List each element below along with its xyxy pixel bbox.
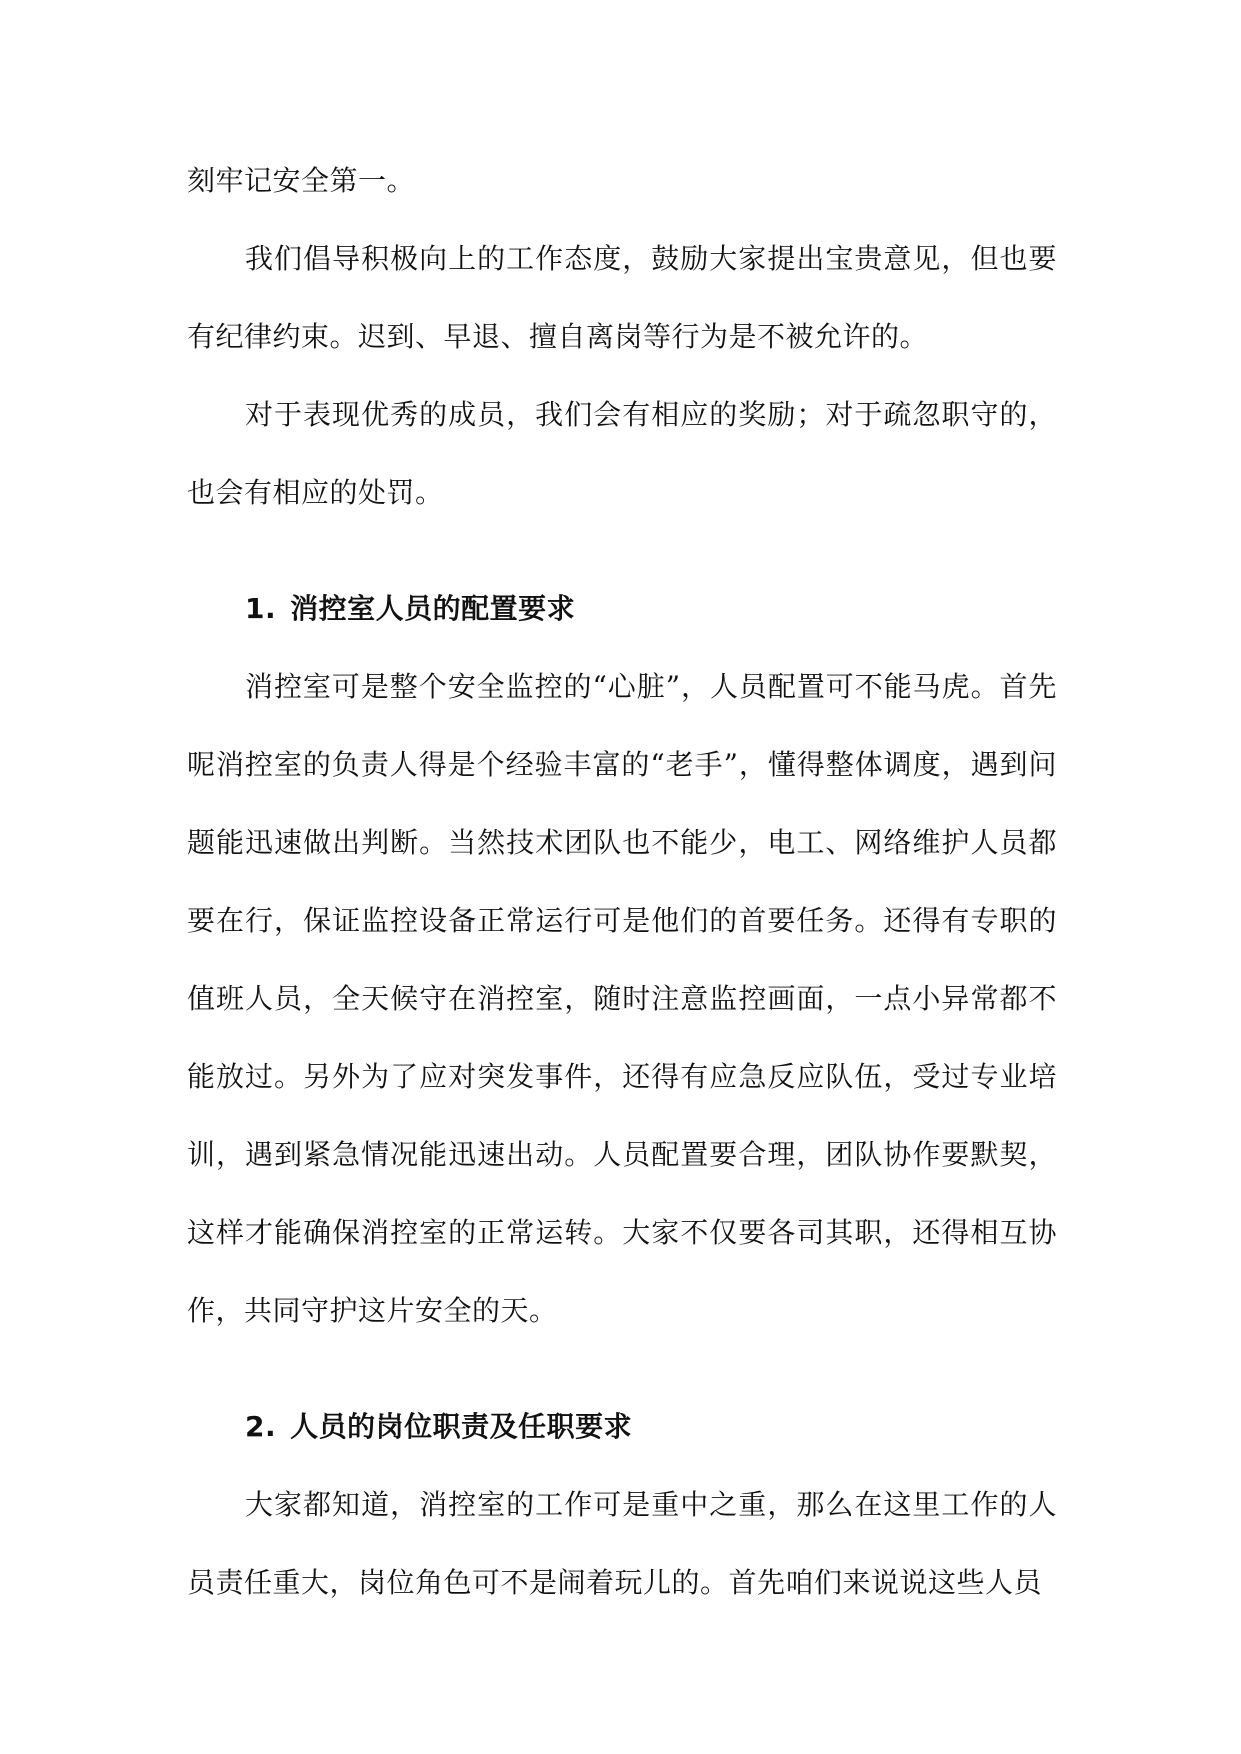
section-number: 1. (245, 592, 277, 625)
paragraph-work-attitude: 我们倡导积极向上的工作态度，鼓励大家提出宝贵意见，但也要有纪律约束。迟到、早退、擅自离岗等行为是不被允许的。 (187, 242, 1057, 353)
document-body (187, 142, 1057, 1622)
section-spacer (187, 1350, 1057, 1388)
section-heading-2 (187, 1388, 1057, 1466)
section-heading-1 (187, 570, 1057, 648)
section-title: 人员的岗位职责及任职要求 (290, 1410, 633, 1443)
section-spacer (187, 532, 1057, 570)
paragraph-job-responsibilities: 大家都知道，消控室的工作可是重中之重，那么在这里工作的人员责任重大，岗位角色可不是闹着玩儿的。首先咱们来说说这些人员 (187, 1488, 1057, 1599)
paragraph-rewards-penalties: 对于表现优秀的成员，我们会有相应的奖励；对于疏忽职守的，也会有相应的处罚。 (187, 398, 1057, 509)
paragraph-staffing-requirements: 消控室可是整个安全监控的“心脏”，人员配置可不能马虎。首先呢消控室的负责人得是个经验丰富的“老手”，懂得整体调度，遇到问题能迅速做出判断。当然技术团队也不能少，电工、网络维护人员都要在行，保证监控设备正常运行可是他们的首要任务。还得有专职的值班人员，全天候守在消控室，随时注意监控画面，一点小异常都不能放过。另外为了应对突发事件，还得有应急反应队伍，受过专业培训，遇到紧急情况能迅速出动。人员配置要合理，团队协作要默契，这样才能确保消控室的正常运转。大家不仅要各司其职，还得相互协作，共同守护这片安全的天。 (187, 670, 1057, 1327)
section-title: 消控室人员的配置要求 (290, 592, 576, 625)
section-number: 2. (245, 1410, 277, 1443)
paragraph-continuation: 刻牢记安全第一。 (187, 164, 416, 197)
